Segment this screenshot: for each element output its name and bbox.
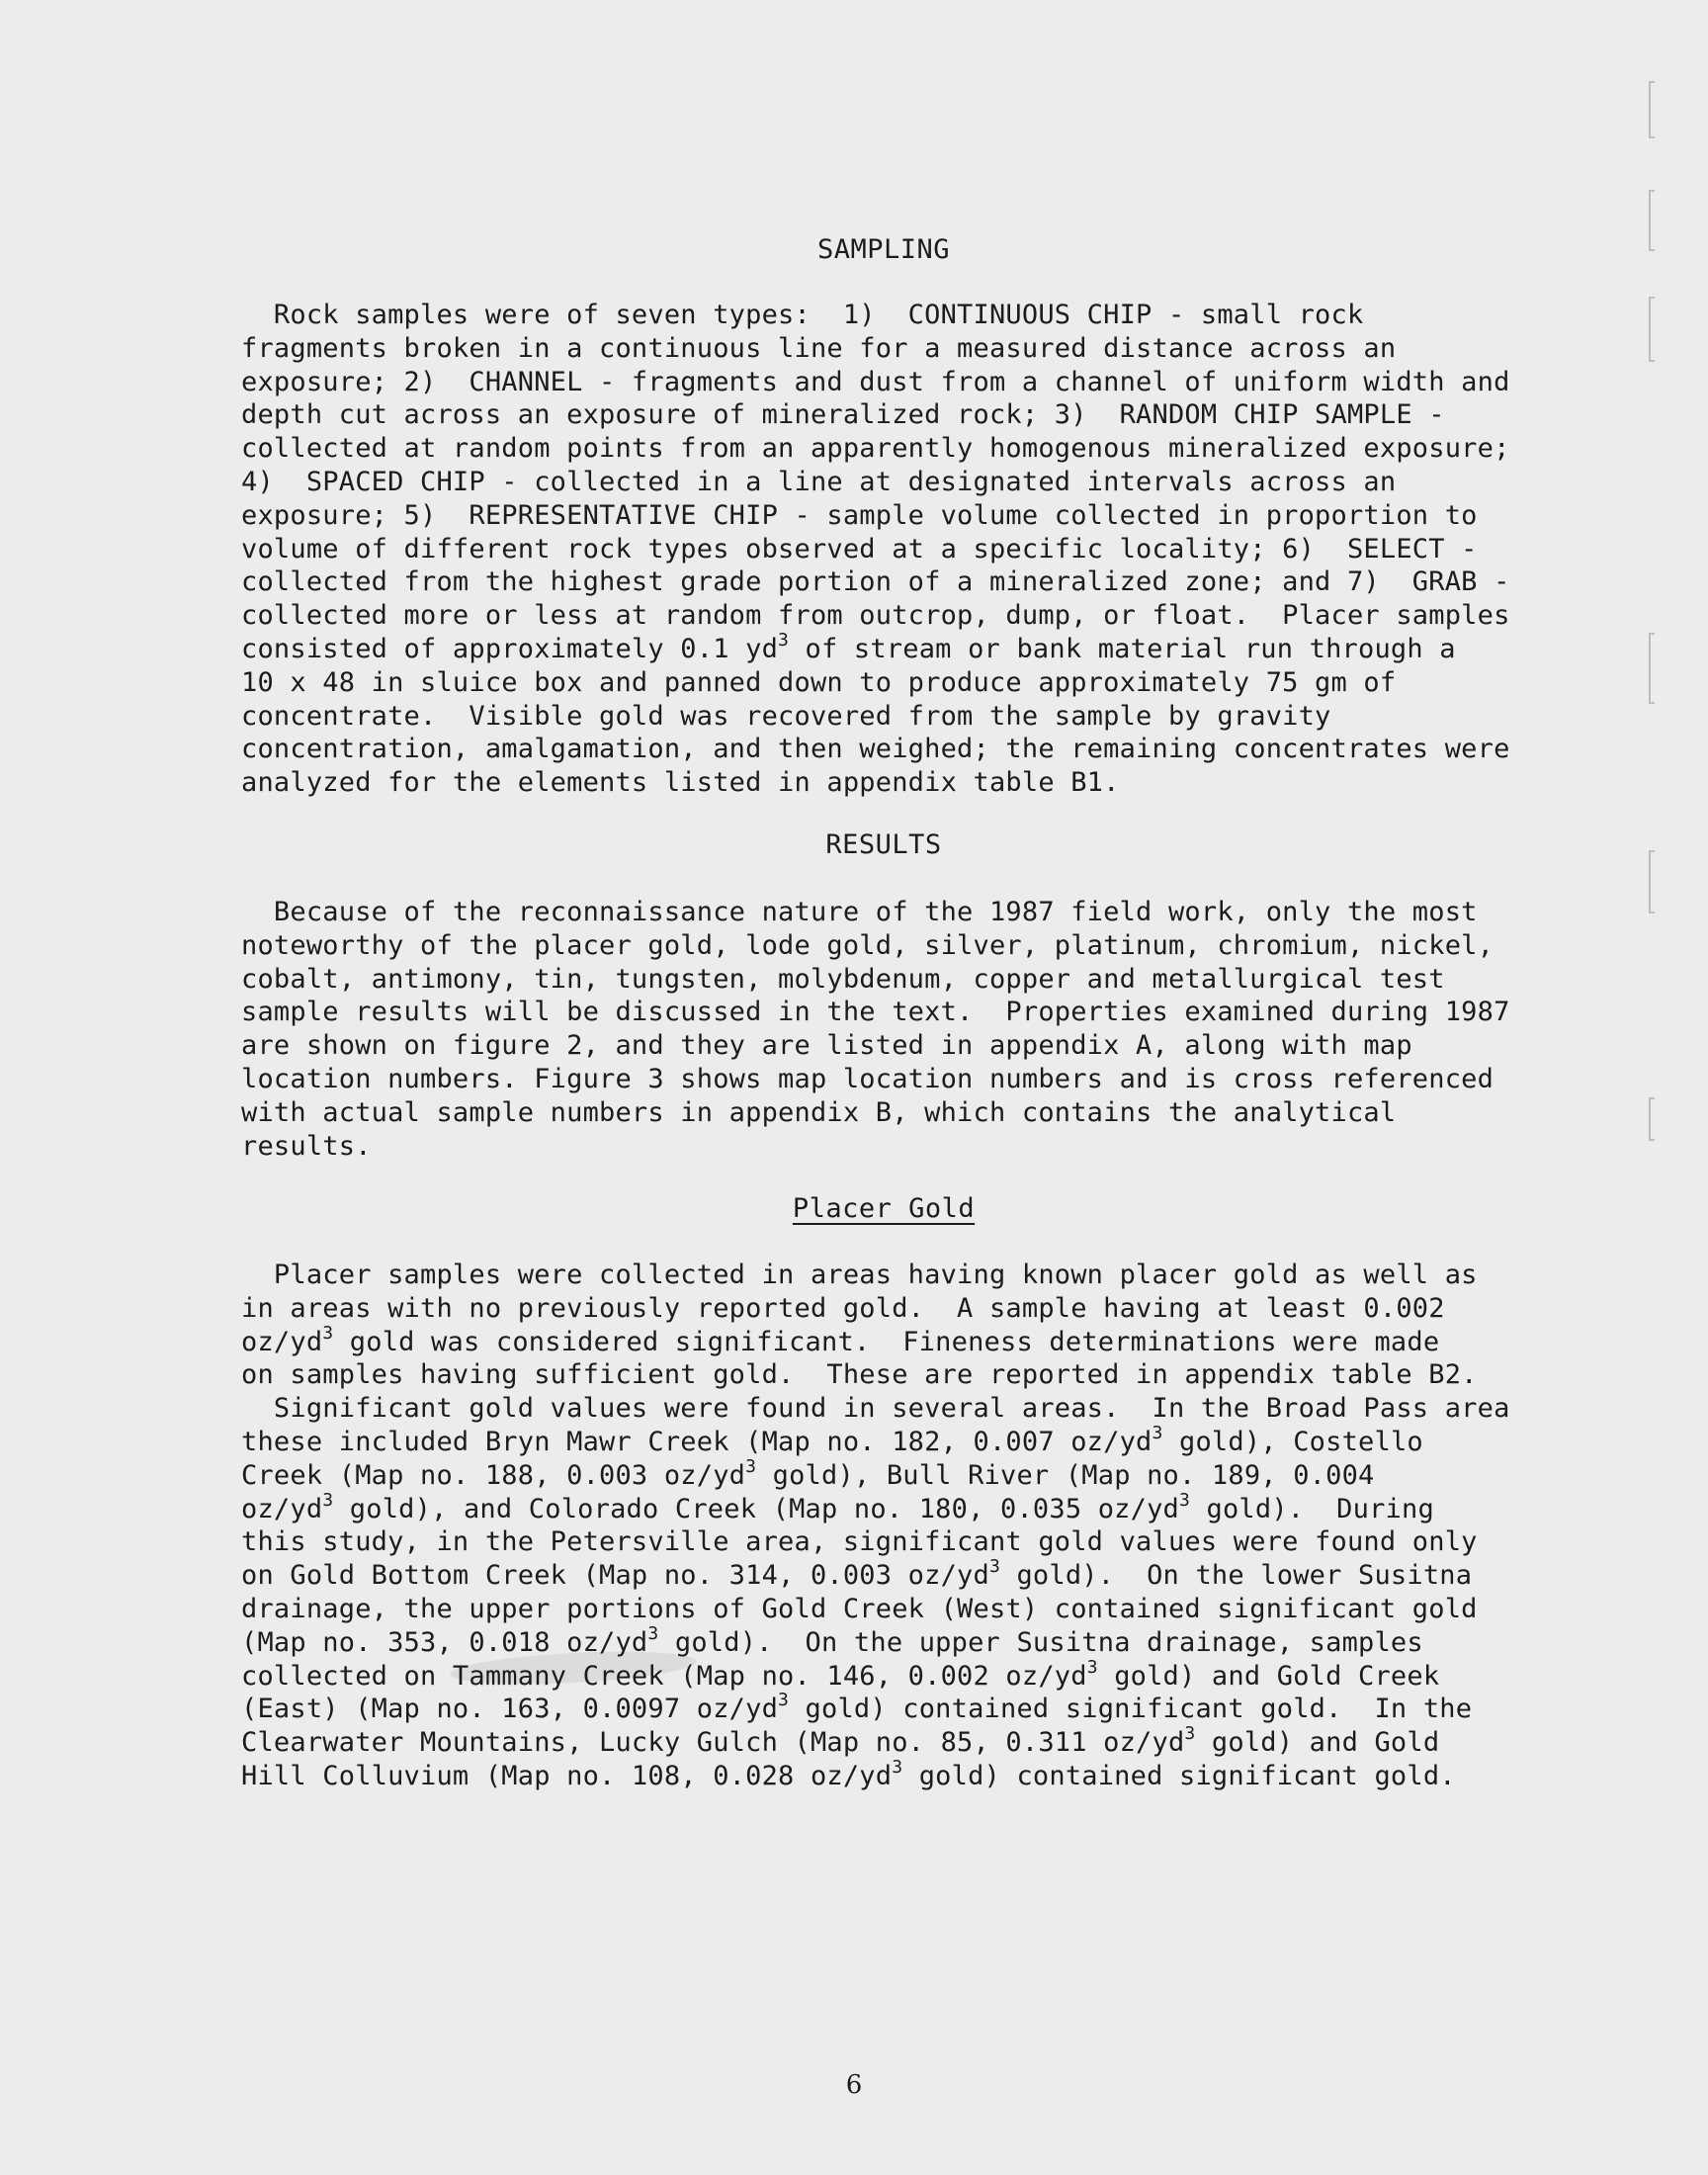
text-line: [241, 1756, 1546, 1793]
text-line: [241, 929, 1546, 963]
text-run: Creek (Map no. 188, 0.003 oz/yd: [241, 1459, 746, 1491]
superscript: 3: [745, 1455, 757, 1477]
text-line: [241, 1593, 1546, 1626]
text-run: collected more or less at random from outcrop, dump, or float. Placer samples: [241, 600, 1510, 632]
edge-scan-mark: [1649, 190, 1655, 251]
text-run: gold) contained significant gold.: [902, 1760, 1456, 1791]
text-run: gold was considered significant. Fineness determinations were made: [333, 1326, 1440, 1357]
text-run: gold), Costello: [1162, 1426, 1423, 1457]
text-run: collected from the highest grade portion of a mineralized zone; and 7) GRAB -: [241, 566, 1510, 598]
text-line: [241, 766, 1546, 800]
edge-scan-mark: [1649, 1097, 1655, 1141]
text-line: [241, 963, 1546, 997]
superscript: 3: [647, 1622, 659, 1644]
placer-gold-title: Placer Gold: [792, 1193, 976, 1224]
text-line: [241, 366, 1546, 399]
text-run: these included Bryn Mawr Creek (Map no. 182, 0.007 oz/yd: [241, 1426, 1153, 1457]
text-line: [241, 599, 1546, 633]
text-line: [241, 733, 1546, 766]
text-line: [241, 1656, 1546, 1694]
edge-scan-mark: [1649, 850, 1655, 914]
text-line: [241, 1322, 1546, 1359]
text-run: (Map no. 353, 0.018 oz/yd: [241, 1626, 648, 1658]
text-run: Significant gold values were found in several areas. In the Broad Pass area: [241, 1393, 1510, 1425]
text-run: gold) and Gold Creek: [1097, 1660, 1440, 1692]
text-run: drainage, the upper portions of Gold Creek (West) contained significant gold: [241, 1593, 1478, 1624]
text-line: [241, 896, 1546, 929]
text-run: on samples having sufficient gold. These are reported in appendix table B2.: [241, 1359, 1478, 1391]
text-run: noteworthy of the placer gold, lode gold, silver, platinum, chromium, nickel,: [241, 929, 1494, 961]
text-run: gold) contained significant gold. In the: [789, 1694, 1473, 1725]
text-line: [241, 1556, 1546, 1593]
text-run: results.: [241, 1130, 372, 1162]
text-run: gold), Bull River (Map no. 189, 0.004: [756, 1459, 1375, 1491]
text-line: [241, 1292, 1546, 1326]
placer-gold-paragraph: [241, 1259, 1546, 1793]
superscript: 3: [778, 1690, 790, 1711]
superscript: 3: [1086, 1656, 1098, 1678]
text-line: [241, 332, 1546, 366]
text-line: [241, 1358, 1546, 1392]
text-run: this study, in the Petersville area, significant gold values were found only: [241, 1526, 1478, 1558]
text-run: gold). During: [1190, 1493, 1434, 1524]
text-run: volume of different rock types observed at a specific locality; 6) SELECT -: [241, 533, 1478, 565]
text-run: cobalt, antimony, tin, tungsten, molybdenum, copper and metallurgical test: [241, 963, 1445, 995]
text-run: (East) (Map no. 163, 0.0097 oz/yd: [241, 1694, 779, 1725]
text-line: [241, 398, 1546, 432]
text-line: [241, 1096, 1546, 1130]
text-line: [241, 566, 1546, 599]
text-run: exposure; 2) CHANNEL - fragments and dust from a channel of uniform width and: [241, 366, 1510, 397]
text-run: sample results will be discussed in the text. Properties examined during 1987: [241, 997, 1510, 1028]
text-run: are shown on figure 2, and they are listed in appendix A, along with map: [241, 1030, 1412, 1062]
text-run: analyzed for the elements listed in appendix table B1.: [241, 767, 1120, 799]
text-run: Hill Colluvium (Map no. 108, 0.028 oz/yd: [241, 1760, 893, 1791]
text-run: location numbers. Figure 3 shows map location numbers and is cross referenced: [241, 1063, 1494, 1094]
text-line: [241, 1063, 1546, 1096]
superscript: 3: [892, 1756, 903, 1778]
superscript: 3: [1179, 1489, 1191, 1511]
text-line: [241, 466, 1546, 499]
edge-scan-mark: [1649, 81, 1655, 138]
superscript: 3: [778, 629, 790, 651]
text-run: of stream or bank material run through a: [789, 633, 1456, 664]
text-line: [241, 1029, 1546, 1063]
text-line: [241, 1489, 1546, 1526]
text-line: [241, 996, 1546, 1029]
results-paragraph: [241, 896, 1546, 1163]
text-run: oz/yd: [241, 1493, 323, 1524]
text-run: with actual sample numbers in appendix B, which contains the analytical: [241, 1096, 1397, 1128]
section-heading-results: RESULTS: [825, 829, 942, 860]
text-run: depth cut across an exposure of mineralized rock; 3) RANDOM CHIP SAMPLE -: [241, 399, 1445, 431]
edge-scan-mark: [1649, 297, 1655, 362]
superscript: 3: [1184, 1723, 1196, 1745]
text-line: [241, 1130, 1546, 1164]
text-line: [241, 700, 1546, 734]
superscript: 3: [988, 1556, 1000, 1578]
text-run: collected on Tammany Creek (Map no. 146, 0.002 oz/yd: [241, 1660, 1087, 1692]
section-heading-placer-gold: [241, 1192, 1526, 1226]
text-run: gold) and Gold: [1195, 1727, 1440, 1759]
text-line: [241, 629, 1546, 666]
text-line: [241, 432, 1546, 466]
text-run: fragments broken in a continuous line for a measured distance across an: [241, 332, 1397, 364]
text-line: [241, 1455, 1546, 1493]
text-run: 10 x 48 in sluice box and panned down to produce approximately 75 gm of: [241, 666, 1397, 698]
superscript: 3: [1152, 1422, 1163, 1443]
superscript: 3: [322, 1322, 334, 1344]
text-run: gold). On the upper Susitna drainage, samples: [658, 1626, 1423, 1658]
sampling-paragraph: [241, 299, 1546, 800]
text-line: [241, 1622, 1546, 1660]
text-line: [241, 666, 1546, 700]
text-line: [241, 1392, 1546, 1426]
text-run: Rock samples were of seven types: 1) CONTINUOUS CHIP - small rock: [241, 300, 1364, 330]
page-number: 6: [845, 2070, 863, 2100]
edge-scan-mark: [1649, 633, 1655, 704]
superscript: 3: [322, 1489, 334, 1511]
text-run: consisted of approximately 0.1 yd: [241, 633, 779, 664]
text-line: [241, 1723, 1546, 1760]
text-run: Placer samples were collected in areas having known placer gold as well as: [241, 1260, 1478, 1290]
text-run: concentrate. Visible gold was recovered from the sample by gravity: [241, 700, 1331, 732]
text-line: [241, 1422, 1546, 1459]
text-line: [241, 499, 1546, 533]
text-run: 4) SPACED CHIP - collected in a line at designated intervals across an: [241, 466, 1397, 497]
section-heading-sampling: SAMPLING: [816, 234, 951, 265]
text-run: Because of the reconnaissance nature of the 1987 field work, only the most: [241, 897, 1478, 927]
text-run: oz/yd: [241, 1326, 323, 1357]
text-line: [241, 299, 1546, 332]
text-line: [241, 1525, 1546, 1559]
text-run: collected at random points from an apparently homogenous mineralized exposure;: [241, 433, 1510, 465]
text-run: gold), and Colorado Creek (Map no. 180, 0.035 oz/yd: [333, 1493, 1180, 1524]
text-run: gold). On the lower Susitna: [1000, 1560, 1473, 1592]
text-line: [241, 533, 1546, 566]
text-run: Clearwater Mountains, Lucky Gulch (Map no. 85, 0.311 oz/yd: [241, 1727, 1185, 1759]
text-line: [241, 1690, 1546, 1726]
text-run: exposure; 5) REPRESENTATIVE CHIP - sample volume collected in proportion to: [241, 499, 1478, 531]
text-run: in areas with no previously reported gold. A sample having at least 0.002: [241, 1292, 1445, 1324]
text-run: concentration, amalgamation, and then weighed; the remaining concentrates were: [241, 734, 1510, 765]
text-line: [241, 1259, 1546, 1292]
text-run: on Gold Bottom Creek (Map no. 314, 0.003 oz/yd: [241, 1560, 989, 1592]
